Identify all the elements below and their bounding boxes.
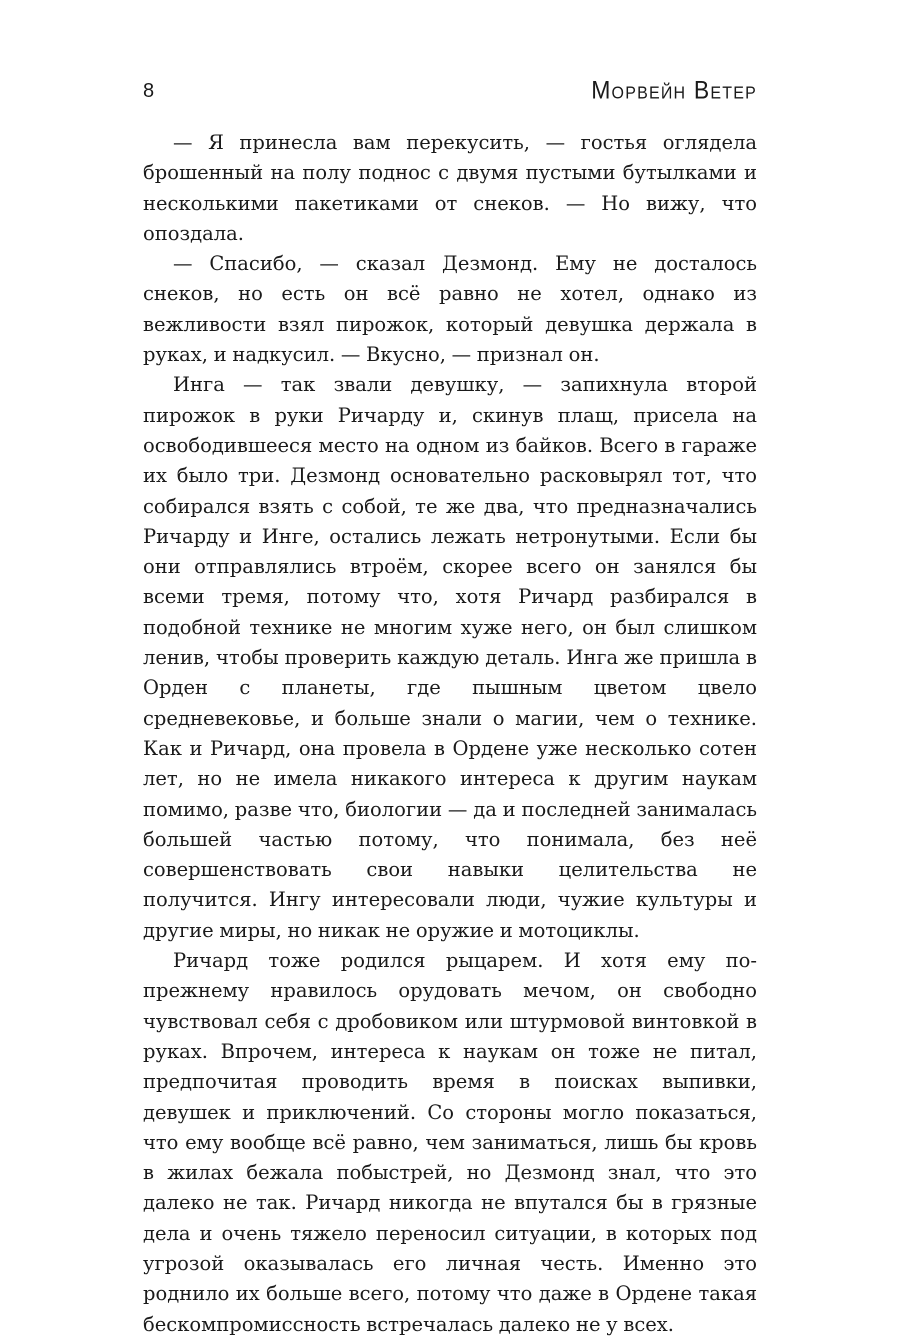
body-text	[143, 128, 757, 1340]
page-number: 8	[143, 80, 155, 102]
paragraph: — Я принесла вам перекусить, — гостья оглядела брошенный на полу поднос с двумя пустыми бутылками и несколькими пакетиками от снеков. — Но вижу, что опоздала.	[143, 131, 757, 245]
paragraph: Инга — так звали девушку, — запихнула второй пирожок в руки Ричарду и, скинув плащ, присела на освободившееся место на одном из байков. Всего в гараже их было три. Дезмонд основательно расковырял тот, что собирался взять с собой, те же два, что предназначались Ричарду и Инге, остались лежать нетронутыми. Если бы они отправлялись втроём, скорее всего он занялся бы всеми тремя, потому что, хотя Ричард разбирался в подобной технике не многим хуже него, он был слишком ленив, чтобы проверить каждую деталь. Инга же пришла в Орден с планеты, где пышным цветом цвело средневековье, и больше знали о магии, чем о технике. Как и Ричард, она провела в Ордене уже несколько сотен лет, но не имела никакого интереса к другим наукам помимо, разве что, биологии — да и последней занималась большей частью потому, что понимала, без неё совершенствовать свои навыки целительства не получится. Ингу интересовали люди, чужие культуры и другие миры, но никак не оружие и мотоциклы.	[143, 373, 757, 942]
paragraph: — Спасибо, — сказал Дезмонд. Ему не досталось снеков, но есть он всё равно не хотел, однако из вежливости взял пирожок, который девушка держала в руках, и надкусил. — Вкусно, — признал он.	[143, 252, 757, 367]
paragraph: Ричард тоже родился рыцарем. И хотя ему по-прежнему нравилось орудовать мечом, он свободно чувствовал себя с дробовиком или штурмовой винтовкой в руках. Впрочем, интереса к наукам он тоже не питал, предпочитая проводить время в поисках выпивки, девушек и приключений. Со стороны могло показаться, что ему вообще всё равно, чем заниматься, лишь бы кровь в жилах бежала побыстрей, но Дезмонд знал, что это далеко не так. Ричард никогда не впутался бы в грязные дела и очень тяжело переносил ситуации, в которых под угрозой оказывалась его личная честь. Именно это роднило их больше всего, потому что даже в Ордене такая бескомпромиссность встречалась далеко не у всех.	[143, 949, 757, 1336]
running-title: Морвейн Ветер	[591, 75, 757, 104]
